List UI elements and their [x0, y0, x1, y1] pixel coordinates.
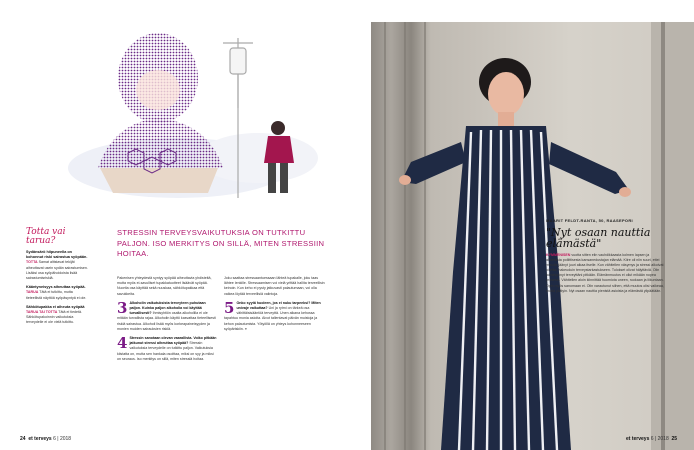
question-answer: Uni ja rytmi on tärkeä osa vähittäisisääntöä terveyttä. Unen aikana kehossa tapahtuu monia asioita. Aivot tallentavat päivän muistoja ja kehon palautumista. Yötyöllä on yhteys kohonneeseen syöpäriskiin. — [224, 306, 318, 331]
page-number: 25 — [671, 436, 678, 442]
interview-body — [546, 253, 666, 294]
question-answer: Ihmisyhtiön osalta alkoholilla ei ole mitään turvallista rajaa. Alkoholin käyttö kasvattaa tieteellisesti riskiä sairastua. Alkoholi lisää myös korkeapaineisyyden ja monien muiden sairauksien riskiä. — [117, 311, 216, 331]
headline: "Nyt osaan nauttia elämästä" — [546, 226, 651, 250]
myth-list — [26, 250, 88, 326]
issue-number: 6 | 2018 — [650, 436, 669, 442]
left-footer — [20, 436, 71, 442]
article-column-2 — [224, 276, 325, 332]
interview-header — [546, 218, 666, 249]
myth-question: Sähkötupakka ei aiheuta syöpää — [26, 304, 85, 309]
truth-or-myth-title: Totta vai tarua? — [26, 227, 66, 246]
question-number: 4 — [117, 336, 128, 353]
article-column-1 — [117, 276, 218, 362]
body-text: vuotta sitten elin vauhdikkaasta kolmen lapsen ja ahkerasta poliittisesta kansanedustajan elämää. Kiire oli niin suuri, ettei minulle jäänyt juuri aikaa itselle. Kun vähitellen väsymys ja stressi alkoivat oireilla, hakeuduin terveystarkastukseen. Tulokset olivat hälyttäviä. Olin laiminlyönyt terveyttäni pitkään. Elämänmuutos ei ollut mikään nopea prosessi. Vähitellen aloin kiinnittää huomiota uneen, ruokaan ja liikuntaan. Opin myös sanomaan ei. Olin varautunut siihen, että muutos olisi vaikeaa, mutta yllätyin. Nyt osaan nauttia pienistä asioista ja elämästä ylipäätään. — [546, 253, 664, 293]
myth-question: Kääntyneisyys aiheuttaa syöpää. — [26, 285, 86, 290]
question-block-3 — [117, 301, 218, 332]
pull-quote: STRESSIN TERVEYSVAIKUTUKSIA ON TUTKITTU PALJON. ISO MERKITYS ON SILLÄ, MITEN STRESSIIN HOITAA. — [117, 228, 325, 258]
paragraph: Joku saattaa stressaantuessaan lähteä tupakalle, joku taas lähtee lenkille. Stressaamisen voi vielä yrittää hallita terveellisin keinoin. Kun keho ei pysty jatkuvasti palautumaan, voi olla vaikea löytää terveellisiä valintoja. — [224, 276, 325, 296]
question-answer: Stressin vaikutuksia terveydelle on tutkittu paljon. Vaikutuksia kiistatta on, mutta sen hankala osoittaa, miksi on syy ja miksi on seuraus. Iso merkitys on sillä, miten stressiä hoitaa. — [117, 341, 214, 361]
question-number: 5 — [224, 300, 235, 317]
page-number: 24 — [20, 436, 26, 442]
magazine-name: et terveys — [626, 436, 650, 442]
magazine-name: et terveys — [28, 436, 52, 442]
byline: MAARIT FELDT-RANTA, 50, RAASEPORI — [546, 218, 633, 223]
lead-word: KYMMENISEN — [546, 253, 571, 257]
question-title: Stressin sanotaan olevan vaarallista. Voiko pitkään jatkunut stressi aiheuttaa syöpää? — [129, 336, 217, 346]
question-block-5 — [224, 301, 325, 332]
myth-answer: TARUA TAI TOTTA — [26, 310, 58, 315]
question-number: 3 — [117, 300, 128, 317]
myth-answer: TARUA — [26, 290, 39, 295]
illustration-hospital — [58, 18, 318, 208]
myth-text: Samat altistavat tekijät aiheuttavat usein sydän sairastumisen. Lisäksi osa syöpähoidoista lisää sairastumisriskiä. — [26, 260, 88, 281]
myth-text: Tätä ei tiedetä. Sähkötupakoinnin vaikutuksia terveydelle ei ole vielä tutkittu. — [26, 310, 83, 325]
myth-text: Tätä ei tutkittu, mutta tieteellistä näyttöä syöpäsyntyä ei ole. — [26, 290, 87, 300]
myth-item — [26, 285, 88, 301]
right-footer — [626, 436, 677, 442]
question-title: Onko syytä huoleen, jos ei nuku tarpeeksi? Miten univaje vaikuttaa? — [236, 300, 321, 311]
myth-question: Sydänsärö hiipuneella on kohonnut riski sairastua syöpään. — [26, 250, 88, 260]
question-title: Alkoholin vaikutuksista terveyteen puhutaan paljon. Kuinka paljon alkoholia voi käyttää turvallisesti? — [129, 300, 206, 316]
woman-figure — [264, 121, 294, 193]
myth-item — [26, 250, 88, 281]
myth-item — [26, 305, 88, 326]
paragraph: Pakenisen yhteydestä syntyy syöpää aiheuttavia yhdisteitä, mutta myös ei-savulliset tupakkatuotteet lisäävät syöpää. Nuortia osa käyttää sekä nuuskaa, sähkötupakkaa että savukkeita. — [117, 276, 212, 296]
question-block-4 — [117, 336, 218, 362]
myth-answer: TOTTA — [26, 260, 38, 265]
issue-number: 6 | 2018 — [53, 436, 72, 442]
continue-mark: » — [244, 326, 247, 331]
